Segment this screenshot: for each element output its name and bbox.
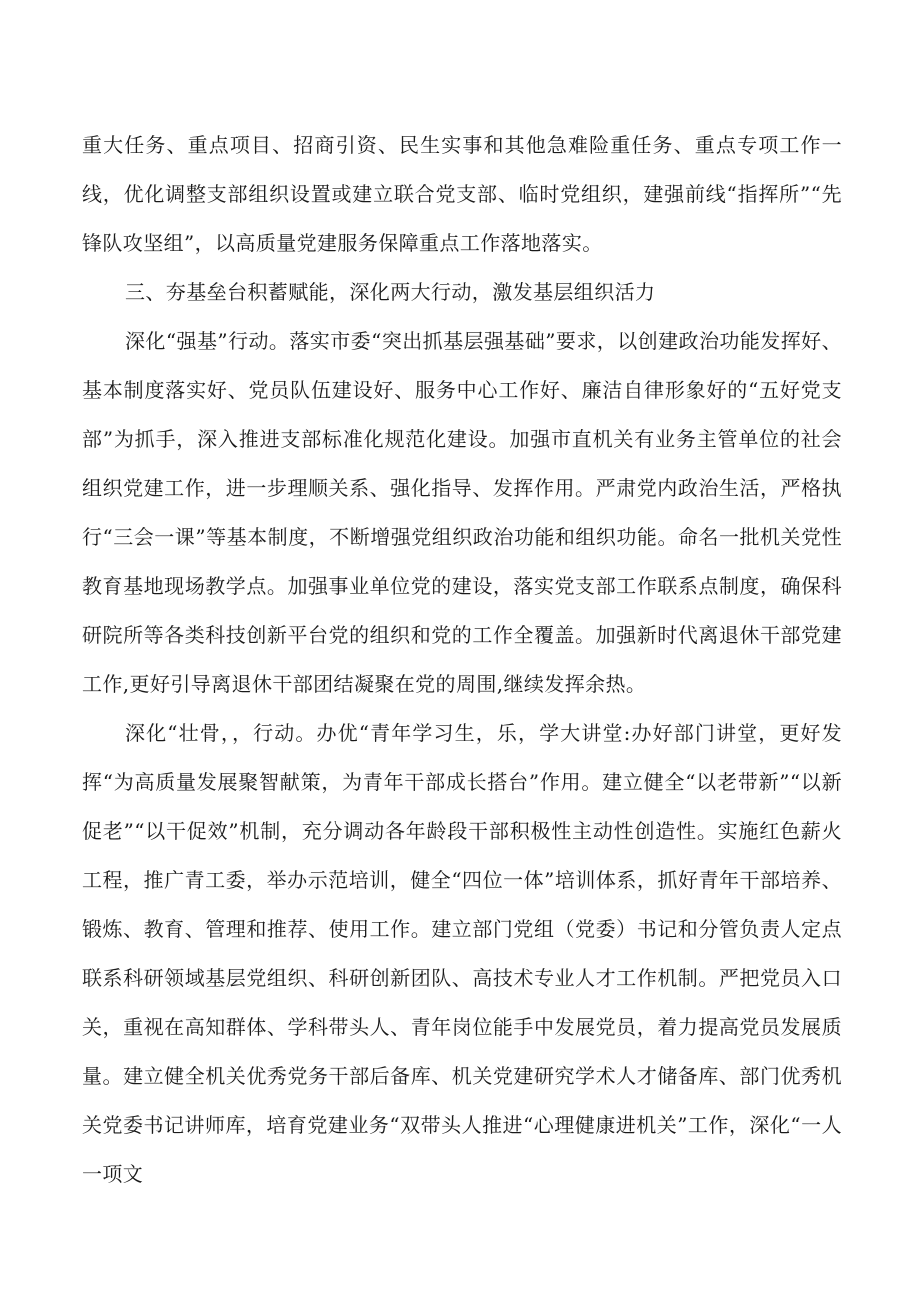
paragraph-continuation: 重大任务、重点项目、招商引资、民生实事和其他急难险重任务、重点专项工作一线，优化调整支部组织设置或建立联合党支部、临时党组织，建强前线“指挥所”“先锋队攻坚组”，以高质量党建服务保障重点工作落地落实。 [82, 133, 842, 255]
paragraph-strengthen-foundation: 深化“强基”行动。落实市委“突出抓基层强基础”要求，以创建政治功能发挥好、基本制度落实好、党员队伍建设好、服务中心工作好、廉洁自律形象好的“五好党支部”为抓手，深入推进支部标准化规范化建设。加强市直机关有业务主管单位的社会组织党建工作，进一步理顺关系、强化指导、发挥作用。严肃党内政治生活，严格执行“三会一课”等基本制度，不断增强党组织政治功能和组织功能。命名一批机关党性教育基地现场教学点。加强事业单位党的建设，落实党支部工作联系点制度，确保科研院所等各类科技创新平台党的组织和党的工作全覆盖。加强新时代离退休干部党建工作,更好引导离退休干部团结凝聚在党的周围,继续发挥余热。 [82, 329, 842, 696]
paragraph-strengthen-backbone: 深化“壮骨，，行动。办优“青年学习生，乐，学大讲堂:办好部门讲堂，更好发挥“为高质量发展聚智献策，为青年干部成长搭台”作用。建立健全“以老带新”“以新促老”“以干促效”机制，充分调动各年龄段干部积极性主动性创造性。实施红色薪火工程，推广青工委，举办示范培训，健全“四位一体”培训体系，抓好青年干部培养、锻炼、教育、管理和推荐、使用工作。建立部门党组（党委）书记和分管负责人定点联系科研领域基层党组织、科研创新团队、高技术专业人才工作机制。严把党员入口关，重视在高知群体、学科带头人、青年岗位能手中发展党员，着力提高党员发展质量。建立健全机关优秀党务干部后备库、机关党建研究学术人才储备库、部门优秀机关党委书记讲师库，培育党建业务“双带头人推进“心理健康进机关”工作，深化“一人一项文 [82, 721, 842, 1186]
document-body [82, 121, 842, 1199]
section-heading: 三、夯基垒台积蓄赋能，深化两大行动，激发基层组织活力 [125, 280, 656, 304]
